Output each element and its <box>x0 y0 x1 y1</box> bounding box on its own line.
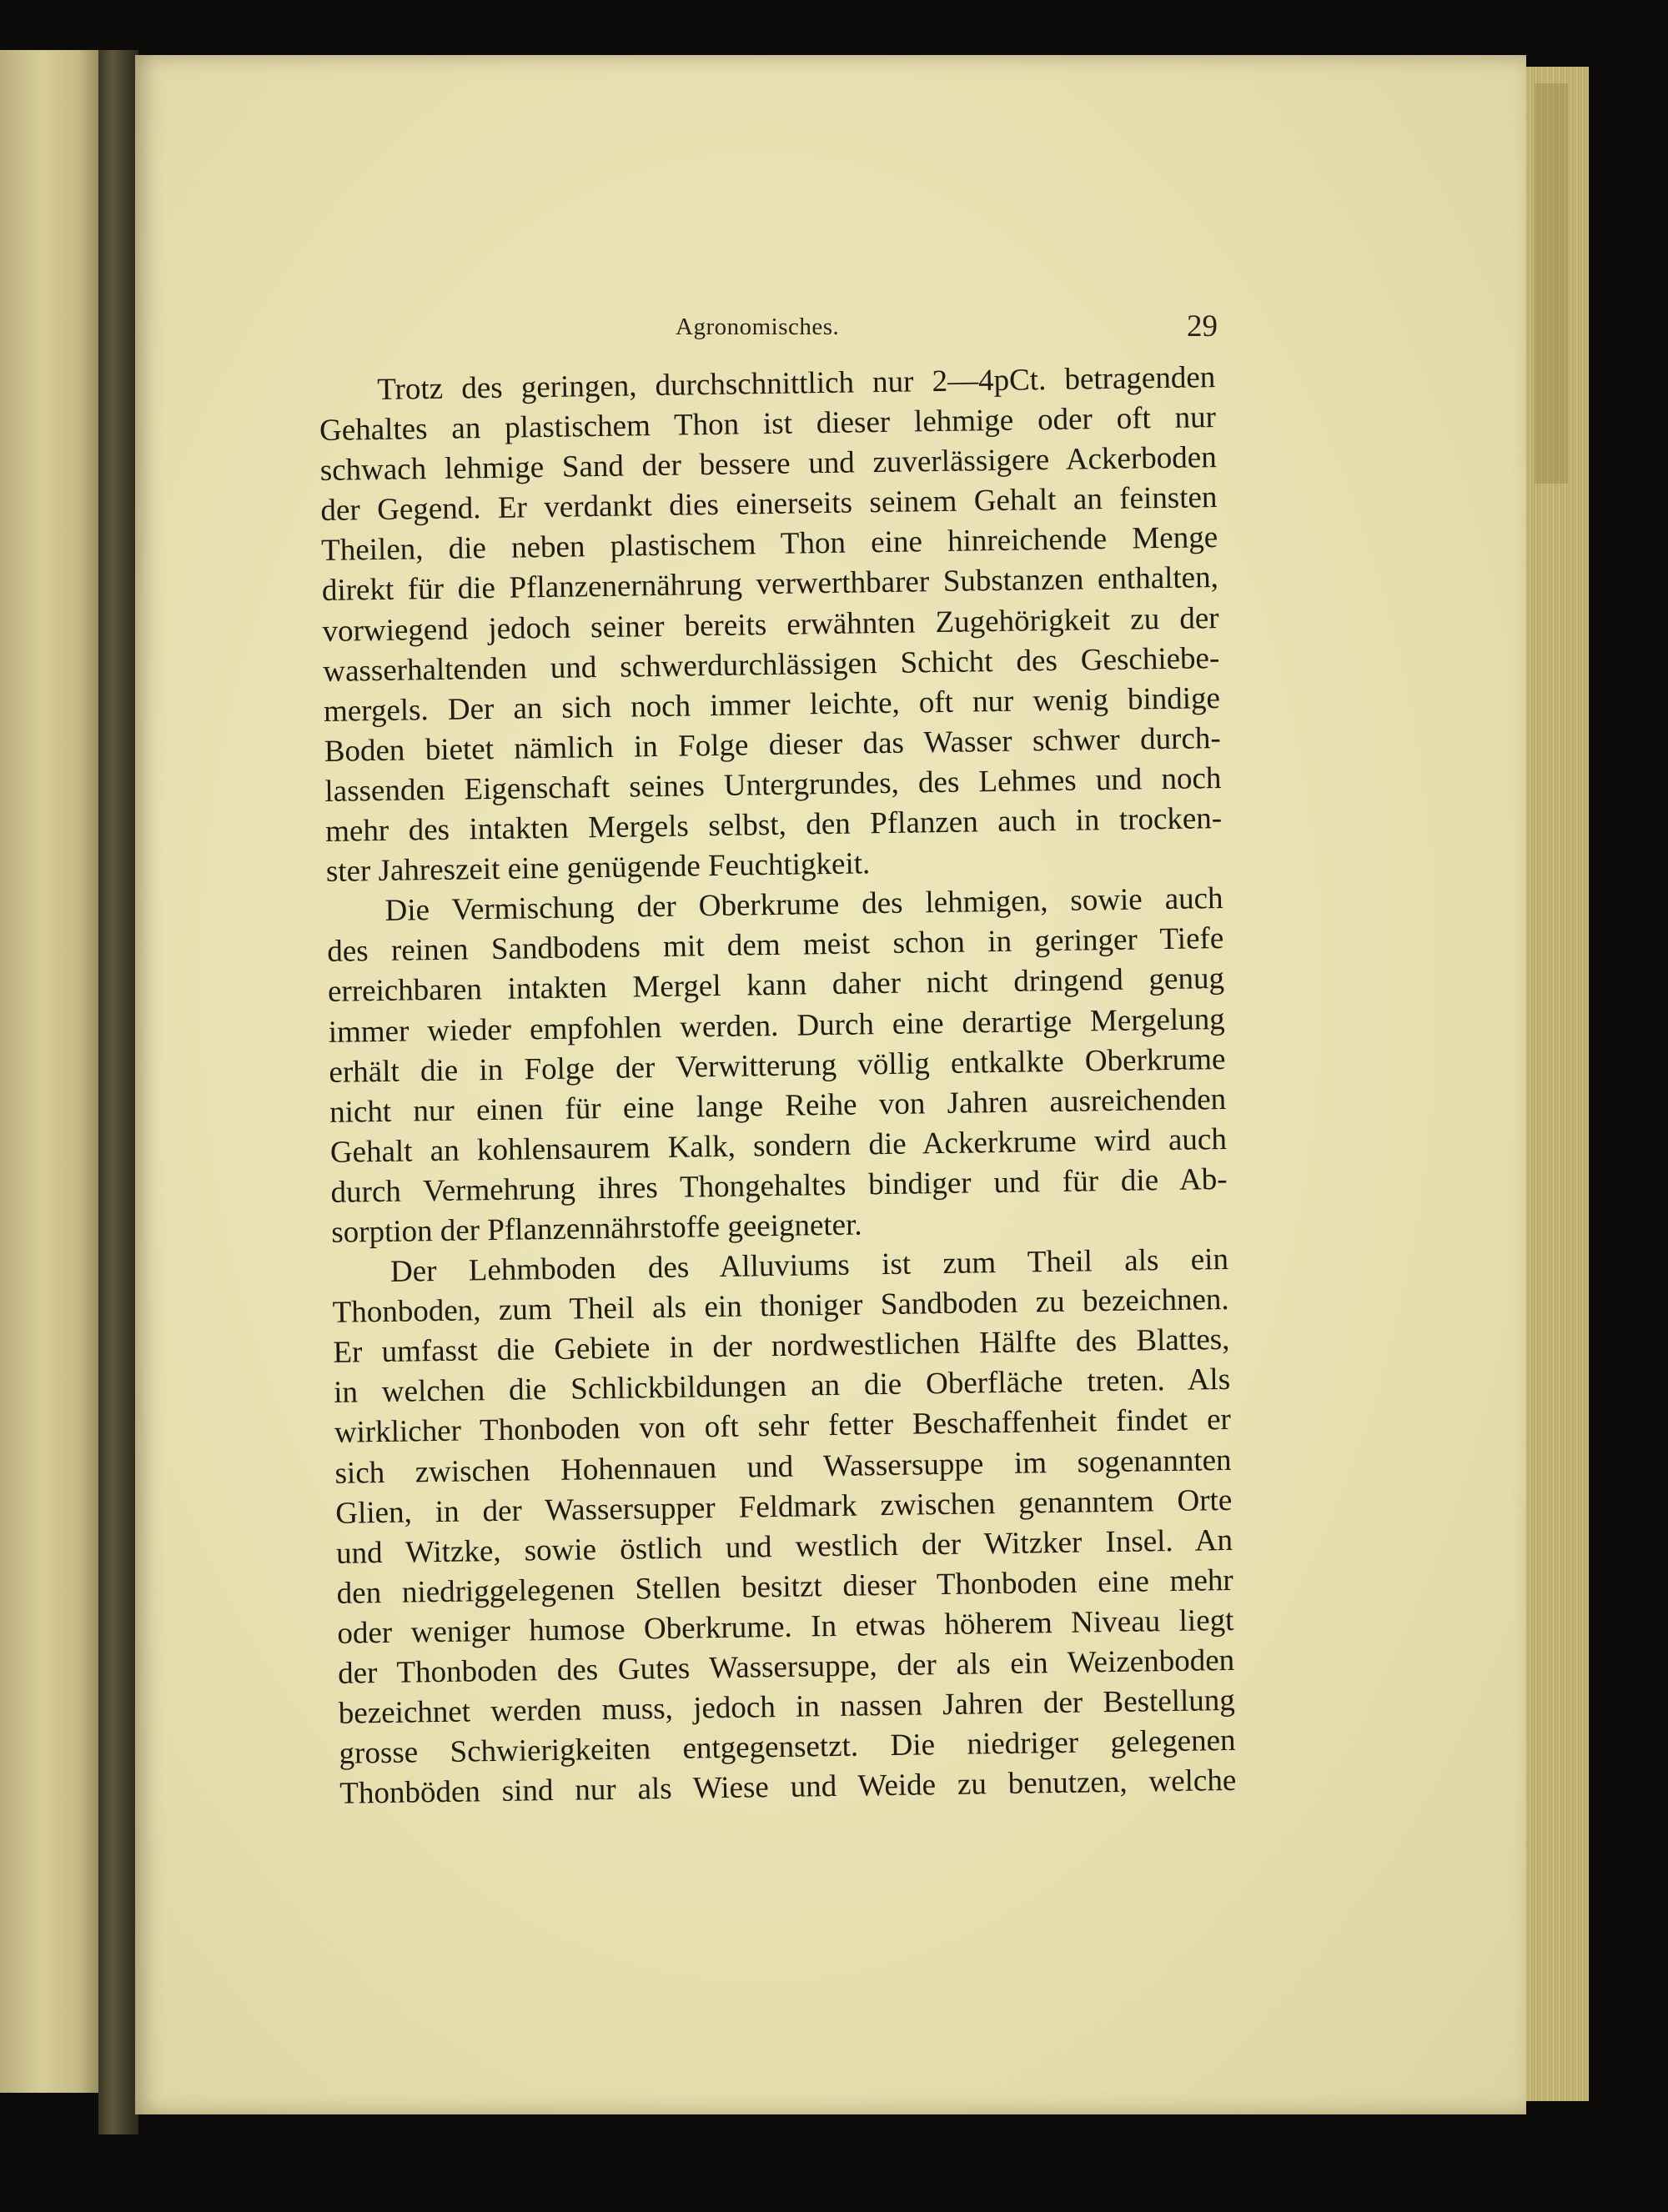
text-line: Die Vermischung der Oberkrume des lehmigen, sowie auch <box>384 881 1223 929</box>
text-line: durch Vermehrung ihres Thongehaltes bindiger und für die Ab- <box>330 1161 1228 1210</box>
text-line: vorwiegend jedoch seiner bereits erwähnten Zugehörigkeit zu der <box>322 600 1219 649</box>
text-line: Er umfasst die Gebiete in der nordwestlichen Hälfte des Blattes, <box>333 1322 1230 1371</box>
text-line: schwach lehmige Sand der bessere und zuverlässigere Ackerboden <box>319 440 1217 489</box>
text-line: Gehalt an kohlensaurem Kalk, sondern die Ackerkrume wird auch <box>329 1121 1228 1170</box>
text-line: wirklicher Thonboden von oft sehr fetter Beschaffenheit findet er <box>334 1402 1232 1451</box>
text-line: und Witzke, sowie östlich und westlich der Witzker Insel. An <box>335 1522 1233 1571</box>
text-line: ster Jahreszeit eine genügende Feuchtigkeit. <box>325 846 871 890</box>
text-line: Theilen, die neben plastischem Thon eine hinreichende Menge <box>320 520 1218 569</box>
text-line: sich zwischen Hohennauen und Wassersuppe im sogenannten <box>334 1442 1232 1491</box>
book-gutter <box>98 50 138 2134</box>
text-line: direkt für die Pflanzenernährung verwerthbarer Substanzen enthalten, <box>321 560 1219 609</box>
text-line: Boden bietet nämlich in Folge dieser das Wasser schwer durch- <box>324 720 1221 769</box>
running-title: Agronomisches. <box>676 313 840 340</box>
text-line: mergels. Der an sich noch immer leichte, oft nur wenig bindige <box>323 680 1221 729</box>
text-line: immer wieder empfohlen werden. Durch eine derartige Mergelung <box>328 1001 1225 1050</box>
page-edge-shadow <box>1535 83 1568 484</box>
body-text <box>319 358 1237 1814</box>
paragraph-3 <box>332 1240 1237 1814</box>
text-line: erreichbaren intakten Mergel kann daher nicht dringend genug <box>327 961 1225 1010</box>
text-line: Thonboden, zum Theil als ein thoniger Sandboden zu bezeichnen. <box>332 1282 1229 1331</box>
text-line: wasserhaltenden und schwerdurchlässigen Schicht des Geschiebe- <box>323 640 1220 689</box>
text-line: Trotz des geringen, durchschnittlich nur 2—4pCt. betragenden <box>377 360 1216 407</box>
text-line: bezeichnet werden muss, jedoch in nassen Jahren der Bestellung <box>338 1683 1236 1731</box>
text-line: den niedriggelegenen Stellen besitzt dieser Thonboden eine mehr <box>336 1562 1233 1611</box>
text-line: lassenden Eigenschaft seines Untergrundes, des Lehmes und noch <box>324 760 1222 809</box>
paragraph-1 <box>319 358 1223 892</box>
text-line: der Thonboden des Gutes Wassersuppe, der als ein Weizenboden <box>337 1643 1235 1691</box>
paragraph-2 <box>326 879 1228 1253</box>
text-line: mehr des intakten Mergels selbst, den Pflanzen auch in trocken- <box>324 801 1223 849</box>
text-line: Thonböden sind nur als Wiese und Weide zu benutzen, welche <box>339 1763 1237 1812</box>
page-header <box>192 308 1218 359</box>
text-line: erhält die in Folge der Verwitterung völlig entkalkte Oberkrume <box>329 1041 1226 1090</box>
text-line: nicht nur einen für eine lange Reihe von Jahren ausreichenden <box>329 1081 1227 1130</box>
left-page-edge <box>0 50 104 2093</box>
text-line: grosse Schwierigkeiten entgegensetzt. Die niedriger gelegenen <box>339 1723 1236 1772</box>
text-line: oder weniger humose Oberkrume. In etwas höherem Niveau liegt <box>337 1603 1234 1651</box>
page-number: 29 <box>1187 309 1218 344</box>
text-line: sorption der Pflanzennährstoffe geeigneter. <box>331 1207 862 1250</box>
text-line: Gehaltes an plastischem Thon ist dieser lehmige oder oft nur <box>319 400 1217 449</box>
text-line: Glien, in der Wassersupper Feldmark zwischen genanntem Orte <box>335 1482 1233 1531</box>
text-line: in welchen die Schlickbildungen an die Oberfläche treten. Als <box>333 1362 1231 1411</box>
text-line: des reinen Sandbodens mit dem meist schon in geringer Tiefe <box>327 921 1224 970</box>
text-line: der Gegend. Er verdankt dies einerseits seinem Gehalt an feinsten <box>320 480 1218 529</box>
text-line: Der Lehmboden des Alluviums ist zum Theil als ein <box>389 1241 1229 1289</box>
